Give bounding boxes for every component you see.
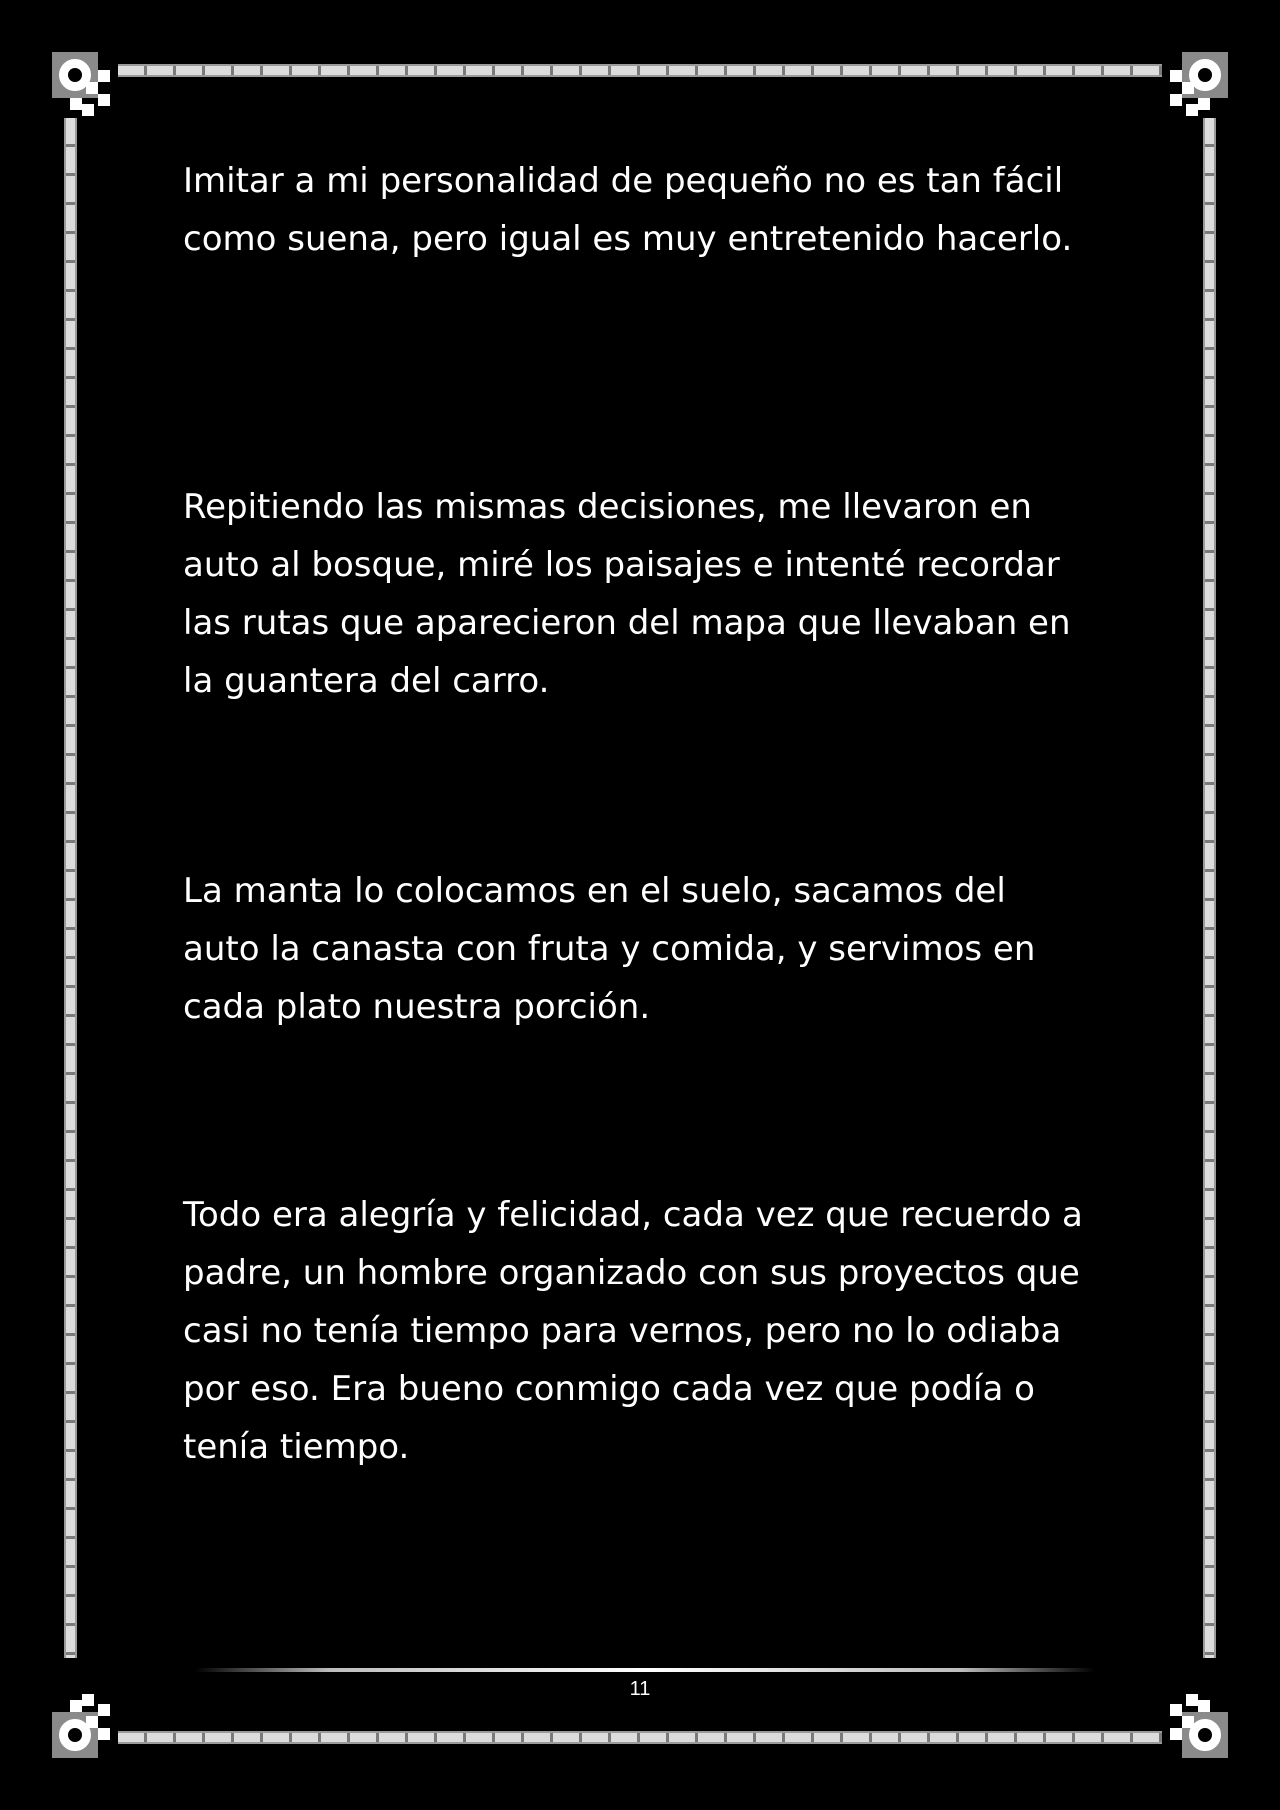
- frame-corner-top-left-ornament: [52, 52, 122, 122]
- frame-corner-bottom-right-ornament: [1158, 1688, 1228, 1758]
- body-paragraph-4: Todo era alegría y felicidad, cada vez que recuerdo a padre, un hombre organizado con sus proyectos que casi no tenía tiempo para vernos, pero no lo odiaba por eso. Era bueno conmigo cada vez que podía o tenía tiempo.: [183, 1195, 1083, 1467]
- page-number: 11: [629, 1678, 651, 1700]
- frame-top-border: [118, 64, 1162, 77]
- frame-corner-bottom-left-ornament: [52, 1688, 122, 1758]
- frame-right-border: [1203, 118, 1216, 1658]
- frame-corner-top-right-ornament: [1158, 52, 1228, 122]
- body-paragraph-3: La manta lo colocamos en el suelo, sacamos del auto la canasta con fruta y comida, y servimos en cada plato nuestra porción.: [183, 871, 1036, 1027]
- body-paragraph-1: Imitar a mi personalidad de pequeño no es tan fácil como suena, pero igual es muy entretenido hacerlo.: [183, 161, 1073, 259]
- frame-left-border: [64, 118, 77, 1658]
- frame-bottom-border: [118, 1731, 1162, 1744]
- body-paragraph-2: Repitiendo las mismas decisiones, me llevaron en auto al bosque, miré los paisajes e intenté recordar las rutas que aparecieron del mapa que llevaban en la guantera del carro.: [183, 487, 1071, 701]
- footer-divider: [195, 1668, 1095, 1672]
